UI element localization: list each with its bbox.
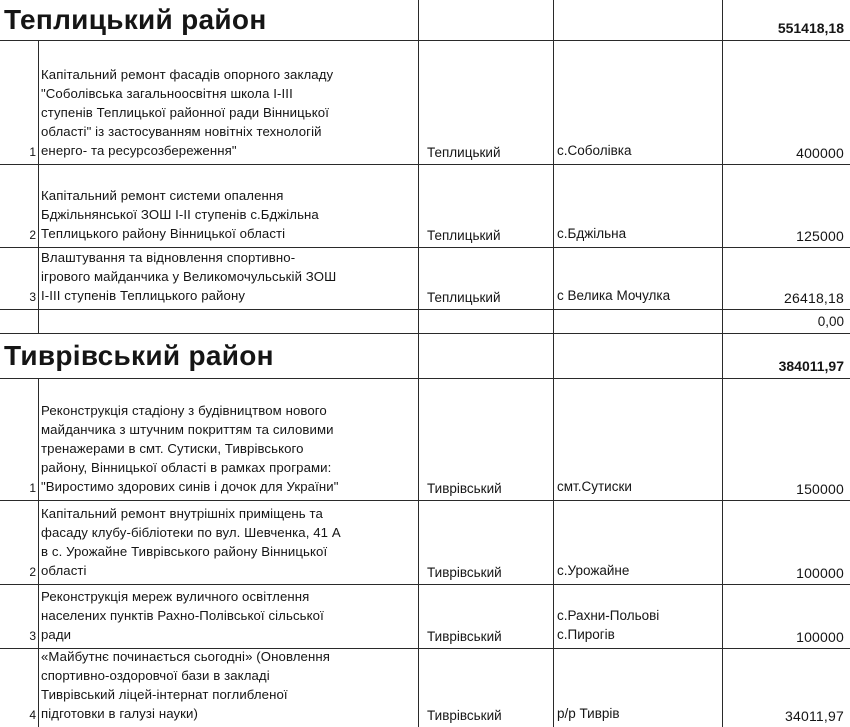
description-line: енерго- та ресурсозбереження"	[41, 143, 237, 158]
settlement-name	[557, 563, 721, 582]
description-line: "Виростимо здорових синів і дочок для України"	[41, 479, 339, 494]
settlement-line: с.Урожайне	[557, 563, 630, 578]
settlement-line: с Велика Мочулка	[557, 288, 671, 303]
description-line: ради	[41, 627, 72, 642]
region-title: Теплицький район	[4, 4, 267, 35]
settlement-name	[557, 226, 721, 245]
project-description	[41, 647, 417, 723]
district-name: Теплицький	[427, 290, 501, 305]
settlement-line: р/р Тиврів	[557, 706, 620, 721]
description-line: Капітальний ремонт системи опалення	[41, 188, 284, 203]
description-line: області" із застосуванням новітніх технологій	[41, 124, 322, 139]
project-description	[41, 248, 417, 305]
grid-line-v	[553, 0, 554, 333]
row-number: 3	[29, 629, 36, 643]
district-name: Теплицький	[427, 228, 501, 243]
settlement-line: смт.Сутиски	[557, 479, 632, 494]
row-number: 1	[29, 481, 36, 495]
description-line: Влаштування та відновлення спортивно-	[41, 250, 296, 265]
description-line: населених пунктів Рахно-Полівської сільської	[41, 608, 324, 623]
description-line: фасаду клубу-бібліотеки по вул. Шевченка, 41 А	[41, 525, 341, 540]
description-line: Капітальний ремонт фасадів опорного закладу	[41, 67, 334, 82]
settlement-line: с.Рахни-Польові	[557, 608, 660, 623]
settlement-name	[557, 479, 721, 498]
district-name: Тиврівський	[427, 565, 502, 580]
project-amount: 34011,97	[785, 708, 844, 724]
grid-line-v	[418, 0, 419, 333]
description-line: Бджільнянської ЗОШ І-ІІ ступенів с.Бджільна	[41, 207, 319, 222]
project-description	[41, 65, 417, 160]
district-name: Теплицький	[427, 145, 501, 160]
district-name: Тиврівський	[427, 708, 502, 723]
description-line: ігрового майданчика у Великомочульській ЗОШ	[41, 269, 337, 284]
project-amount: 400000	[796, 145, 844, 161]
project-description	[41, 504, 417, 580]
grid-line-v	[722, 0, 723, 333]
settlement-name	[557, 706, 721, 725]
settlement-name	[557, 143, 721, 162]
description-line: району, Вінницької області в рамках програми:	[41, 460, 332, 475]
description-line: Реконструкція стадіону з будівництвом нового	[41, 403, 327, 418]
row-number: 2	[29, 228, 36, 242]
settlement-name	[557, 288, 721, 307]
grid-line-v	[38, 40, 39, 333]
grid-line-v	[418, 333, 419, 727]
description-line: І-ІІІ ступенів Теплицького району	[41, 288, 246, 303]
empty-row-total: 0,00	[817, 314, 844, 329]
description-line: тренажерами в смт. Сутиски, Тиврівського	[41, 441, 304, 456]
district-name: Тиврівський	[427, 629, 502, 644]
row-number: 2	[29, 565, 36, 579]
description-line: майданчика з штучним покриттям та силовими	[41, 422, 334, 437]
region-total: 384011,97	[778, 358, 844, 374]
project-description	[41, 401, 417, 496]
grid-line-v	[553, 333, 554, 727]
region-total: 551418,18	[777, 20, 844, 36]
row-number: 4	[29, 708, 36, 722]
description-line: Теплицького району Вінницької області	[41, 226, 286, 241]
description-line: підготовки в галузі науки)	[41, 706, 199, 721]
description-line: ступенів Теплицької районної ради Вінницької	[41, 105, 329, 120]
settlement-line: с.Бджільна	[557, 226, 627, 241]
description-line: спортивно-оздоровчої бази в закладі	[41, 668, 270, 683]
project-amount: 150000	[796, 481, 844, 497]
description-line: Реконструкція мереж вуличного освітлення	[41, 589, 310, 604]
row-number: 3	[29, 290, 36, 304]
project-description	[41, 587, 417, 644]
description-line: області	[41, 563, 87, 578]
project-description	[41, 186, 417, 243]
settlement-name	[557, 608, 721, 646]
row-number: 1	[29, 145, 36, 159]
project-amount: 26418,18	[784, 290, 844, 306]
description-line: Тиврівський ліцей-інтернат поглибленої	[41, 687, 288, 702]
district-name: Тиврівський	[427, 481, 502, 496]
settlement-line: с.Соболівка	[557, 143, 632, 158]
project-amount: 100000	[796, 629, 844, 645]
settlement-line: с.Пирогів	[557, 627, 615, 642]
grid-line-v	[38, 378, 39, 727]
description-line: "Соболівська загальноосвітня школа І-ІІІ	[41, 86, 293, 101]
grid-line-v	[722, 333, 723, 727]
description-line: Капітальний ремонт внутрішніх приміщень та	[41, 506, 323, 521]
description-line: в с. Урожайне Тиврівського району Вінницької	[41, 544, 328, 559]
project-amount: 125000	[796, 228, 844, 244]
project-amount: 100000	[796, 565, 844, 581]
region-title: Тиврівський район	[4, 339, 274, 371]
description-line: «Майбутнє починається сьогодні» (Оновлення	[41, 649, 330, 664]
